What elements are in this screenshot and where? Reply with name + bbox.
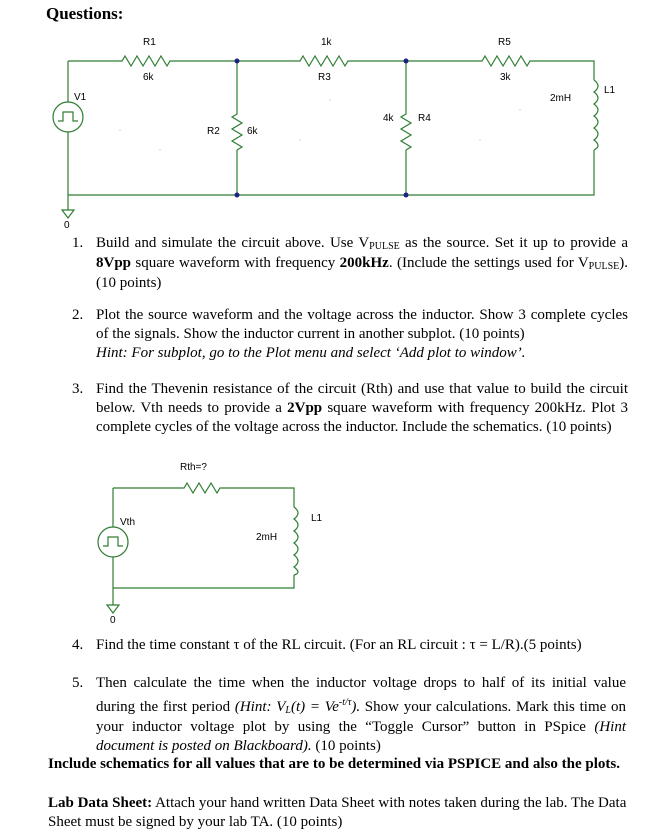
question-2-number: 2. (72, 307, 84, 323)
v1-pulse-source (53, 102, 83, 132)
question-3-text: Find the Thevenin resistance of the circuit (Rth) and use that value to build the circuit below. Vth needs to provide a 2Vpp square waveform with frequency 200kHz. Plot 3 complete cycles of the voltage across the inductor. Include the schematics. (10 points) (96, 381, 628, 435)
ground-symbol (62, 210, 74, 218)
page-heading: Questions: (46, 4, 124, 23)
r3-name: R3 (318, 72, 331, 83)
question-2-hint: Hint: For subplot, go to the Plot menu and select ‘Add plot to window’. (96, 345, 526, 361)
l1-inductor (594, 80, 598, 150)
question-1-number: 1. (72, 235, 84, 251)
question-4-number: 4. (72, 637, 84, 653)
r2-resistor (232, 110, 242, 150)
r4-value: 4k (383, 113, 394, 124)
r3-value: 1k (321, 37, 332, 48)
r5-name: R5 (498, 37, 511, 48)
question-4-text: Find the time constant τ of the RL circuit. (For an RL circuit : τ = L/R).(5 points) (96, 637, 582, 653)
r1-value: 6k (143, 72, 154, 83)
rth-label: Rth=? (180, 462, 207, 473)
rth-resistor (180, 483, 230, 493)
l1-name-2: L1 (311, 513, 323, 524)
l1-inductor-2 (294, 507, 298, 575)
r1-name: R1 (143, 37, 156, 48)
ground-label-2: 0 (110, 615, 116, 626)
question-3-number: 3. (72, 381, 84, 397)
ground-symbol-2 (107, 605, 119, 613)
question-5-text: Then calculate the time when the inductor voltage drops to half of its initial value during the first period (Hint: $VL(t) = Ve^{-t/\tau}$). Show your calculations. Mark this time on your inductor voltage plot by using the “Toggle Cursor” button in PSpice (Hint document is posted on Blackboard). (10 points) (96, 675, 626, 754)
r4-name: R4 (418, 113, 431, 124)
r5-value: 3k (500, 72, 511, 83)
schematics-note: Include schematics for all values that are to be determined via PSPICE and also the plots. (48, 756, 620, 772)
question-5-number: 5. (72, 675, 84, 691)
l1-name: L1 (604, 85, 616, 96)
question-2-text: Plot the source waveform and the voltage across the inductor. Show 3 complete cycles of the signals. Show the inductor current in another subplot. (10 points) Hint: For subplot, go to the Plot menu and select ‘Add plot to window’. (96, 307, 628, 361)
circuit-1-schematic (0, 0, 668, 230)
r2-name: R2 (207, 126, 220, 137)
ground-label-1: 0 (64, 220, 70, 230)
r1-resistor (118, 56, 178, 66)
r4-resistor (401, 110, 411, 150)
l1-value: 2mH (550, 93, 572, 104)
question-1-text: Build and simulate the circuit above. Use VPULSE as the source. Set it up to provide a 8Vpp square waveform with frequency 200kHz. (Include the settings used for VPULSE). (10 points) (96, 235, 628, 291)
lab-data-sheet-note: Lab Data Sheet: Attach your hand written Data Sheet with notes taken during the lab. The Data Sheet must be signed by your lab TA. (10 points) (48, 795, 627, 830)
vth-pulse-source (98, 527, 128, 557)
v1-label: V1 (74, 92, 87, 103)
r2-value: 6k (247, 126, 258, 137)
vth-label: Vth (120, 517, 136, 528)
l1-value-2: 2mH (256, 532, 278, 543)
r5-resistor (478, 56, 538, 66)
r3-resistor (296, 56, 356, 66)
circuit-2-schematic (0, 455, 668, 630)
